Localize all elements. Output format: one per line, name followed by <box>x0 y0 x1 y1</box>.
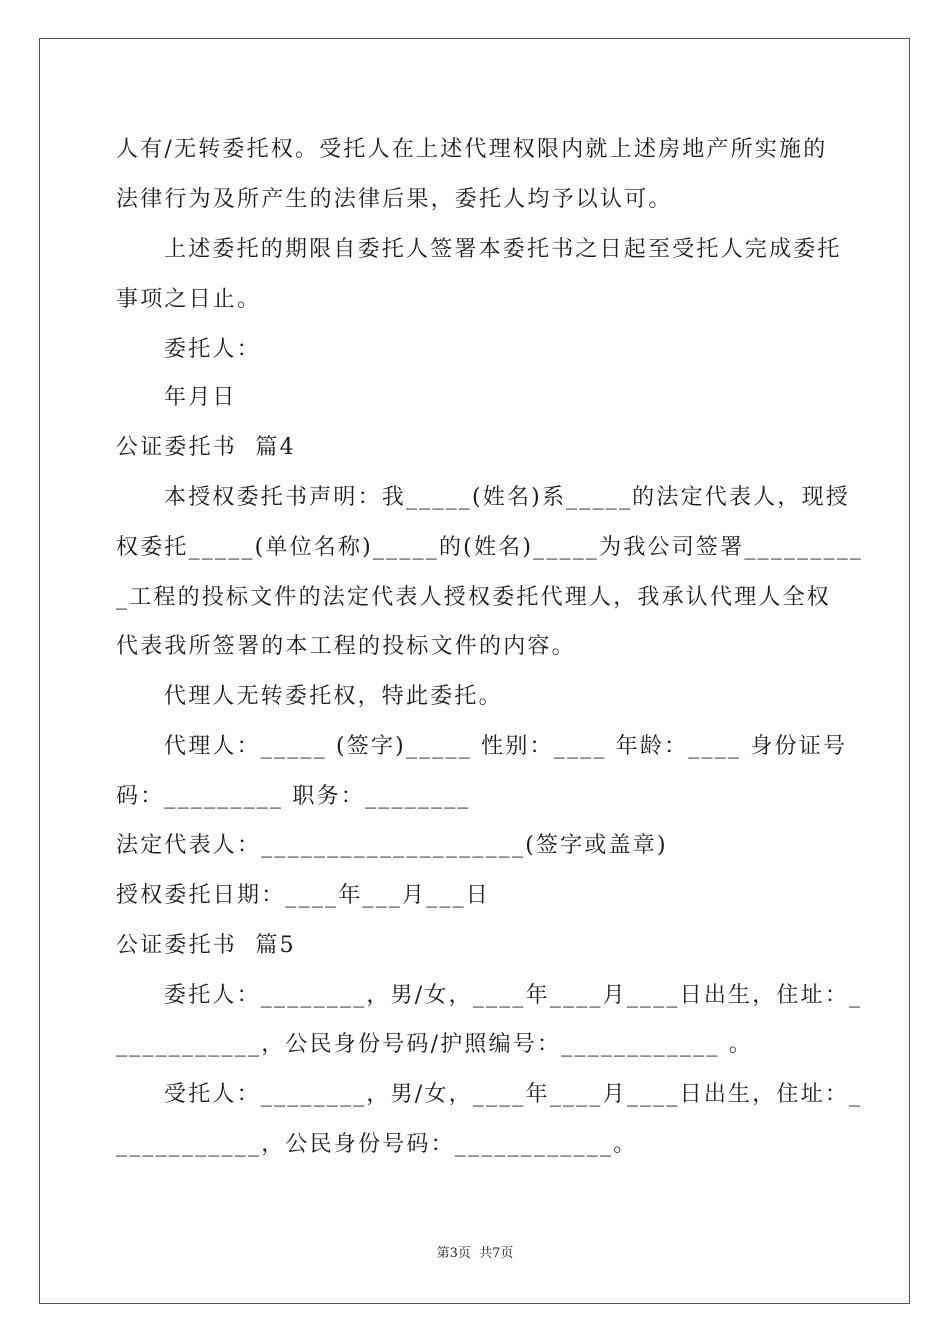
principal-info-line: ___________，公民身份号码/护照编号：____________ 。 <box>116 1032 754 1057</box>
paragraph-line: 权委托_____(单位名称)_____的(姓名)_____为我公司签署_________ <box>116 535 864 560</box>
date-label: 年月日 <box>164 385 237 410</box>
paragraph-line: 代表我所签署的本工程的投标文件的内容。 <box>116 634 576 659</box>
section-heading: 公证委托书 篇4 <box>116 435 296 460</box>
paragraph-line: 代理人无转委托权，特此委托。 <box>164 684 503 709</box>
legal-rep-signature-line: 法定代表人：____________________(签字或盖章) <box>116 833 668 858</box>
principal-info-line: 委托人：________，男/女，____年____月____日出生，住址：_ <box>164 983 863 1008</box>
authorization-date-line: 授权委托日期：____年___月___日 <box>116 883 491 908</box>
principal-signature-label: 委托人： <box>164 337 261 362</box>
page-number: 第3页 共7页 <box>436 1246 514 1261</box>
page-border <box>39 38 910 1304</box>
paragraph-line: 人有/无转委托权。受托人在上述代理权限内就上述房地产所实施的 <box>116 137 828 162</box>
paragraph-line: 本授权委托书声明：我_____(姓名)系_____的法定代表人，现授 <box>164 485 850 510</box>
paragraph-line: 法律行为及所产生的法律后果，委托人均予以认可。 <box>116 187 673 212</box>
section-heading: 公证委托书 篇5 <box>116 933 296 958</box>
agent-info-line: 代理人：_____ (签字)_____ 性别：____ 年龄：____ 身份证号 <box>164 734 848 759</box>
agent-info-line: 受托人：________，男/女，____年____月____日出生，住址：_ <box>164 1082 863 1107</box>
paragraph-line: 上述委托的期限自委托人签署本委托书之日起至受托人完成委托 <box>164 237 842 262</box>
paragraph-line: _工程的投标文件的法定代表人授权委托代理人，我承认代理人全权 <box>116 585 832 610</box>
agent-info-line: ___________，公民身份号码：____________。 <box>116 1132 638 1157</box>
agent-info-line: 码：_________ 职务：________ <box>116 784 471 809</box>
paragraph-line: 事项之日止。 <box>116 287 262 312</box>
